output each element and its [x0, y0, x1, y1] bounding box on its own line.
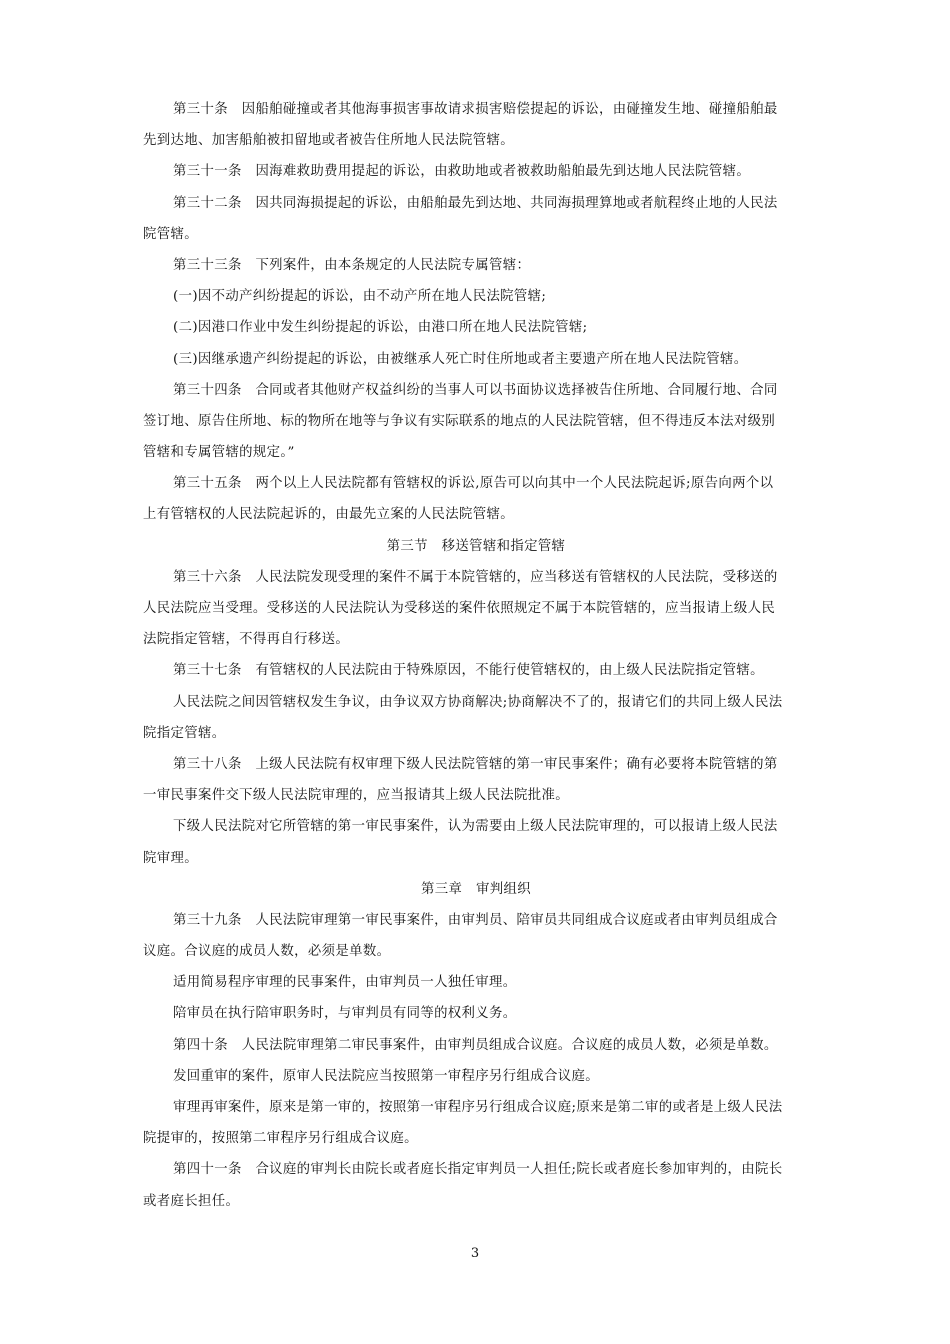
text-line: 适用简易程序审理的民事案件，由审判员一人独任审理。 — [173, 975, 517, 991]
text-line: 审理再审案件，原来是第一审的，按照第一审程序另行组成合议庭;原来是第二审的或者是上级人民法 — [173, 1100, 783, 1115]
text-line: 第三十条 因船舶碰撞或者其他海事损害事故请求损害赔偿提起的诉讼，由碰撞发生地、碰撞船舶最 — [173, 102, 778, 117]
text-line: 发回重审的案件，原审人民法院应当按照第一审程序另行组成合议庭。 — [173, 1068, 599, 1084]
text-line: 院管辖。 — [143, 226, 198, 242]
text-line: 院审理。 — [143, 850, 198, 866]
text-line: 人民法院之间因管辖权发生争议，由争议双方协商解决;协商解决不了的，报请它们的共同上级人民法 — [173, 694, 783, 710]
text-line: 第三十五条 两个以上人民法院都有管辖权的诉讼,原告可以向其中一个人民法院起诉;原告向两个以 — [173, 476, 774, 492]
text-line: 上有管辖权的人民法院起诉的，由最先立案的人民法院管辖。 — [143, 507, 514, 523]
text-line: 一审民事案件交下级人民法院审理的，应当报请其上级人民法院批准。 — [143, 788, 569, 804]
text-line: 下级人民法院对它所管辖的第一审民事案件，认为需要由上级人民法院审理的，可以报请上级人民法 — [173, 819, 778, 835]
text-line: (一)因不动产纠纷提起的诉讼，由不动产所在地人民法院管辖; — [173, 289, 547, 305]
text-line: 人民法院应当受理。受移送的人民法院认为受移送的案件依照规定不属于本院管辖的，应当报请上级人民 — [143, 601, 776, 616]
text-line: 第三十六条 人民法院发现受理的案件不属于本院管辖的，应当移送有管辖权的人民法院，受移送的 — [173, 569, 778, 585]
document-body — [143, 94, 809, 1217]
text-line: 或者庭长担任。 — [143, 1193, 240, 1209]
text-line: 第三十八条 上级人民法院有权审理下级人民法院管辖的第一审民事案件；确有必要将本院管辖的第 — [173, 756, 778, 772]
section-heading: 第三节 移送管辖和指定管辖 — [386, 538, 566, 554]
page-number: 3 — [470, 1246, 480, 1261]
text-line: 第三十二条 因共同海损提起的诉讼，由船舶最先到达地、共同海损理算地或者航程终止地的人民法 — [173, 195, 778, 211]
text-line: 院指定管辖。 — [143, 725, 226, 741]
text-line: 签订地、原告住所地、标的物所在地等与争议有实际联系的地点的人民法院管辖，但不得违反本法对级别 — [143, 413, 776, 429]
text-line: 先到达地、加害船舶被扣留地或者被告住所地人民法院管辖。 — [143, 133, 514, 149]
text-line: 法院指定管辖，不得再自行移送。 — [143, 632, 350, 648]
text-line: 第三十七条 有管辖权的人民法院由于特殊原因，不能行使管辖权的，由上级人民法院指定管辖。 — [173, 663, 764, 679]
text-line: (二)因港口作业中发生纠纷提起的诉讼，由港口所在地人民法院管辖; — [173, 320, 588, 336]
section-heading: 第三章 审判组织 — [421, 881, 531, 897]
text-line: 院提审的，按照第二审程序另行组成合议庭。 — [143, 1131, 418, 1147]
text-line: 第四十条 人民法院审理第二审民事案件，由审判员组成合议庭。合议庭的成员人数，必须是单数。 — [173, 1037, 778, 1053]
text-line: 议庭。合议庭的成员人数，必须是单数。 — [143, 944, 391, 960]
text-line: 管辖和专属管辖的规定。” — [143, 445, 295, 461]
text-line: 第三十九条 人民法院审理第一审民事案件，由审判员、陪审员共同组成合议庭或者由审判员组成合 — [173, 912, 778, 928]
text-line: 第三十一条 因海难救助费用提起的诉讼，由救助地或者被救助船舶最先到达地人民法院管辖。 — [173, 164, 751, 180]
text-line: 第三十三条 下列案件，由本条规定的人民法院专属管辖： — [173, 257, 531, 273]
text-line: 第三十四条 合同或者其他财产权益纠纷的当事人可以书面协议选择被告住所地、合同履行地、合同 — [173, 382, 778, 398]
text-line: 第四十一条 合议庭的审判长由院长或者庭长指定审判员一人担任;院长或者庭长参加审判的，由院长 — [173, 1162, 783, 1178]
text-line: 陪审员在执行陪审职务时，与审判员有同等的权利义务。 — [173, 1006, 517, 1022]
text-line: (三)因继承遗产纠纷提起的诉讼，由被继承人死亡时住所地或者主要遗产所在地人民法院管辖。 — [173, 351, 748, 367]
